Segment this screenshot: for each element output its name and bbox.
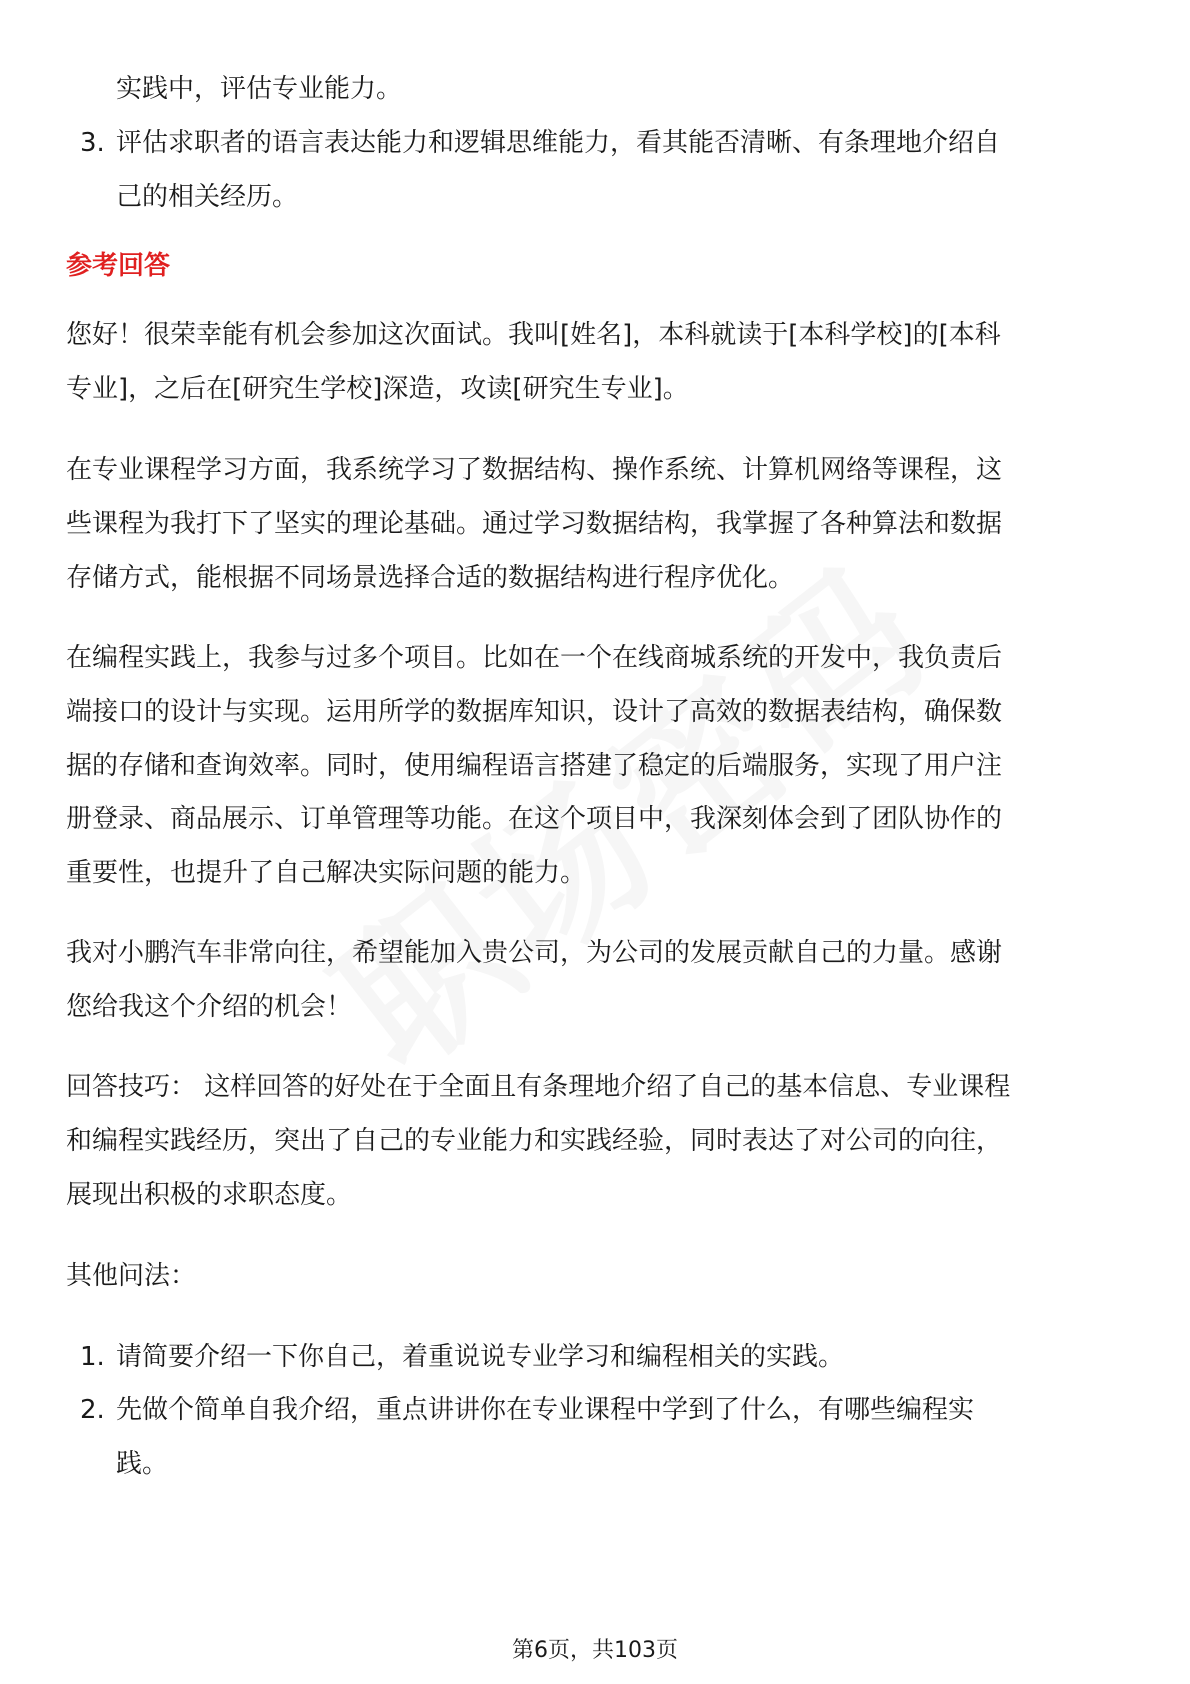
list-item-2-continuation: 实践中，评估专业能力。 [116,74,403,104]
reference-answer-heading: 参考回答 [66,251,171,281]
other-item-2-line-2: 践。 [116,1449,169,1479]
answer-paragraph-1-line-2: 专业]，之后在[研究生学校]深造，攻读[研究生专业]。 [66,374,689,404]
answer-paragraph-3-line-4: 册登录、商品展示、订单管理等功能。在这个项目中，我深刻体会到了团队协作的 [66,804,1003,834]
tips-line-1: 回答技巧： 这样回答的好处在于全面且有条理地介绍了自己的基本信息、专业课程 [66,1072,1011,1102]
tips-line-3: 展现出积极的求职态度。 [66,1180,353,1210]
list-item-3-line-1: 评估求职者的语言表达能力和逻辑思维能力，看其能否清晰、有条理地介绍自 [116,128,1001,158]
other-item-2-line-1: 先做个简单自我介绍，重点讲讲你在专业课程中学到了什么，有哪些编程实 [116,1395,975,1425]
page-footer: 第6页，共103页 [512,1638,678,1663]
answer-paragraph-3-line-1: 在编程实践上，我参与过多个项目。比如在一个在线商城系统的开发中，我负责后 [66,643,1003,673]
answer-paragraph-4-line-2: 您给我这个介绍的机会！ [66,992,353,1022]
other-item-2-number: 2. [80,1395,105,1425]
answer-paragraph-3-line-5: 重要性，也提升了自己解决实际问题的能力。 [66,858,587,888]
other-item-1-line-1: 请简要介绍一下你自己，着重说说专业学习和编程相关的实践。 [116,1342,845,1372]
answer-paragraph-2-line-1: 在专业课程学习方面，我系统学习了数据结构、操作系统、计算机网络等课程，这 [66,455,1003,485]
other-item-1-number: 1. [80,1342,105,1372]
answer-paragraph-1-line-1: 您好！很荣幸能有机会参加这次面试。我叫[姓名]，本科就读于[本科学校]的[本科 [66,320,1001,350]
answer-paragraph-4-line-1: 我对小鹏汽车非常向往，希望能加入贵公司，为公司的发展贡献自己的力量。感谢 [66,938,1003,968]
tips-line-2: 和编程实践经历，突出了自己的专业能力和实践经验，同时表达了对公司的向往， [66,1126,1003,1156]
answer-paragraph-2-line-3: 存储方式，能根据不同场景选择合适的数据结构进行程序优化。 [66,563,795,593]
list-item-3-number: 3. [80,128,105,158]
list-item-3-line-2: 己的相关经历。 [116,182,299,212]
answer-paragraph-3-line-2: 端接口的设计与实现。运用所学的数据库知识，设计了高效的数据表结构，确保数 [66,697,1003,727]
other-questions-heading: 其他问法： [66,1261,197,1291]
answer-paragraph-2-line-2: 些课程为我打下了坚实的理论基础。通过学习数据结构，我掌握了各种算法和数据 [66,509,1003,539]
answer-paragraph-3-line-3: 据的存储和查询效率。同时，使用编程语言搭建了稳定的后端服务，实现了用户注 [66,751,1003,781]
